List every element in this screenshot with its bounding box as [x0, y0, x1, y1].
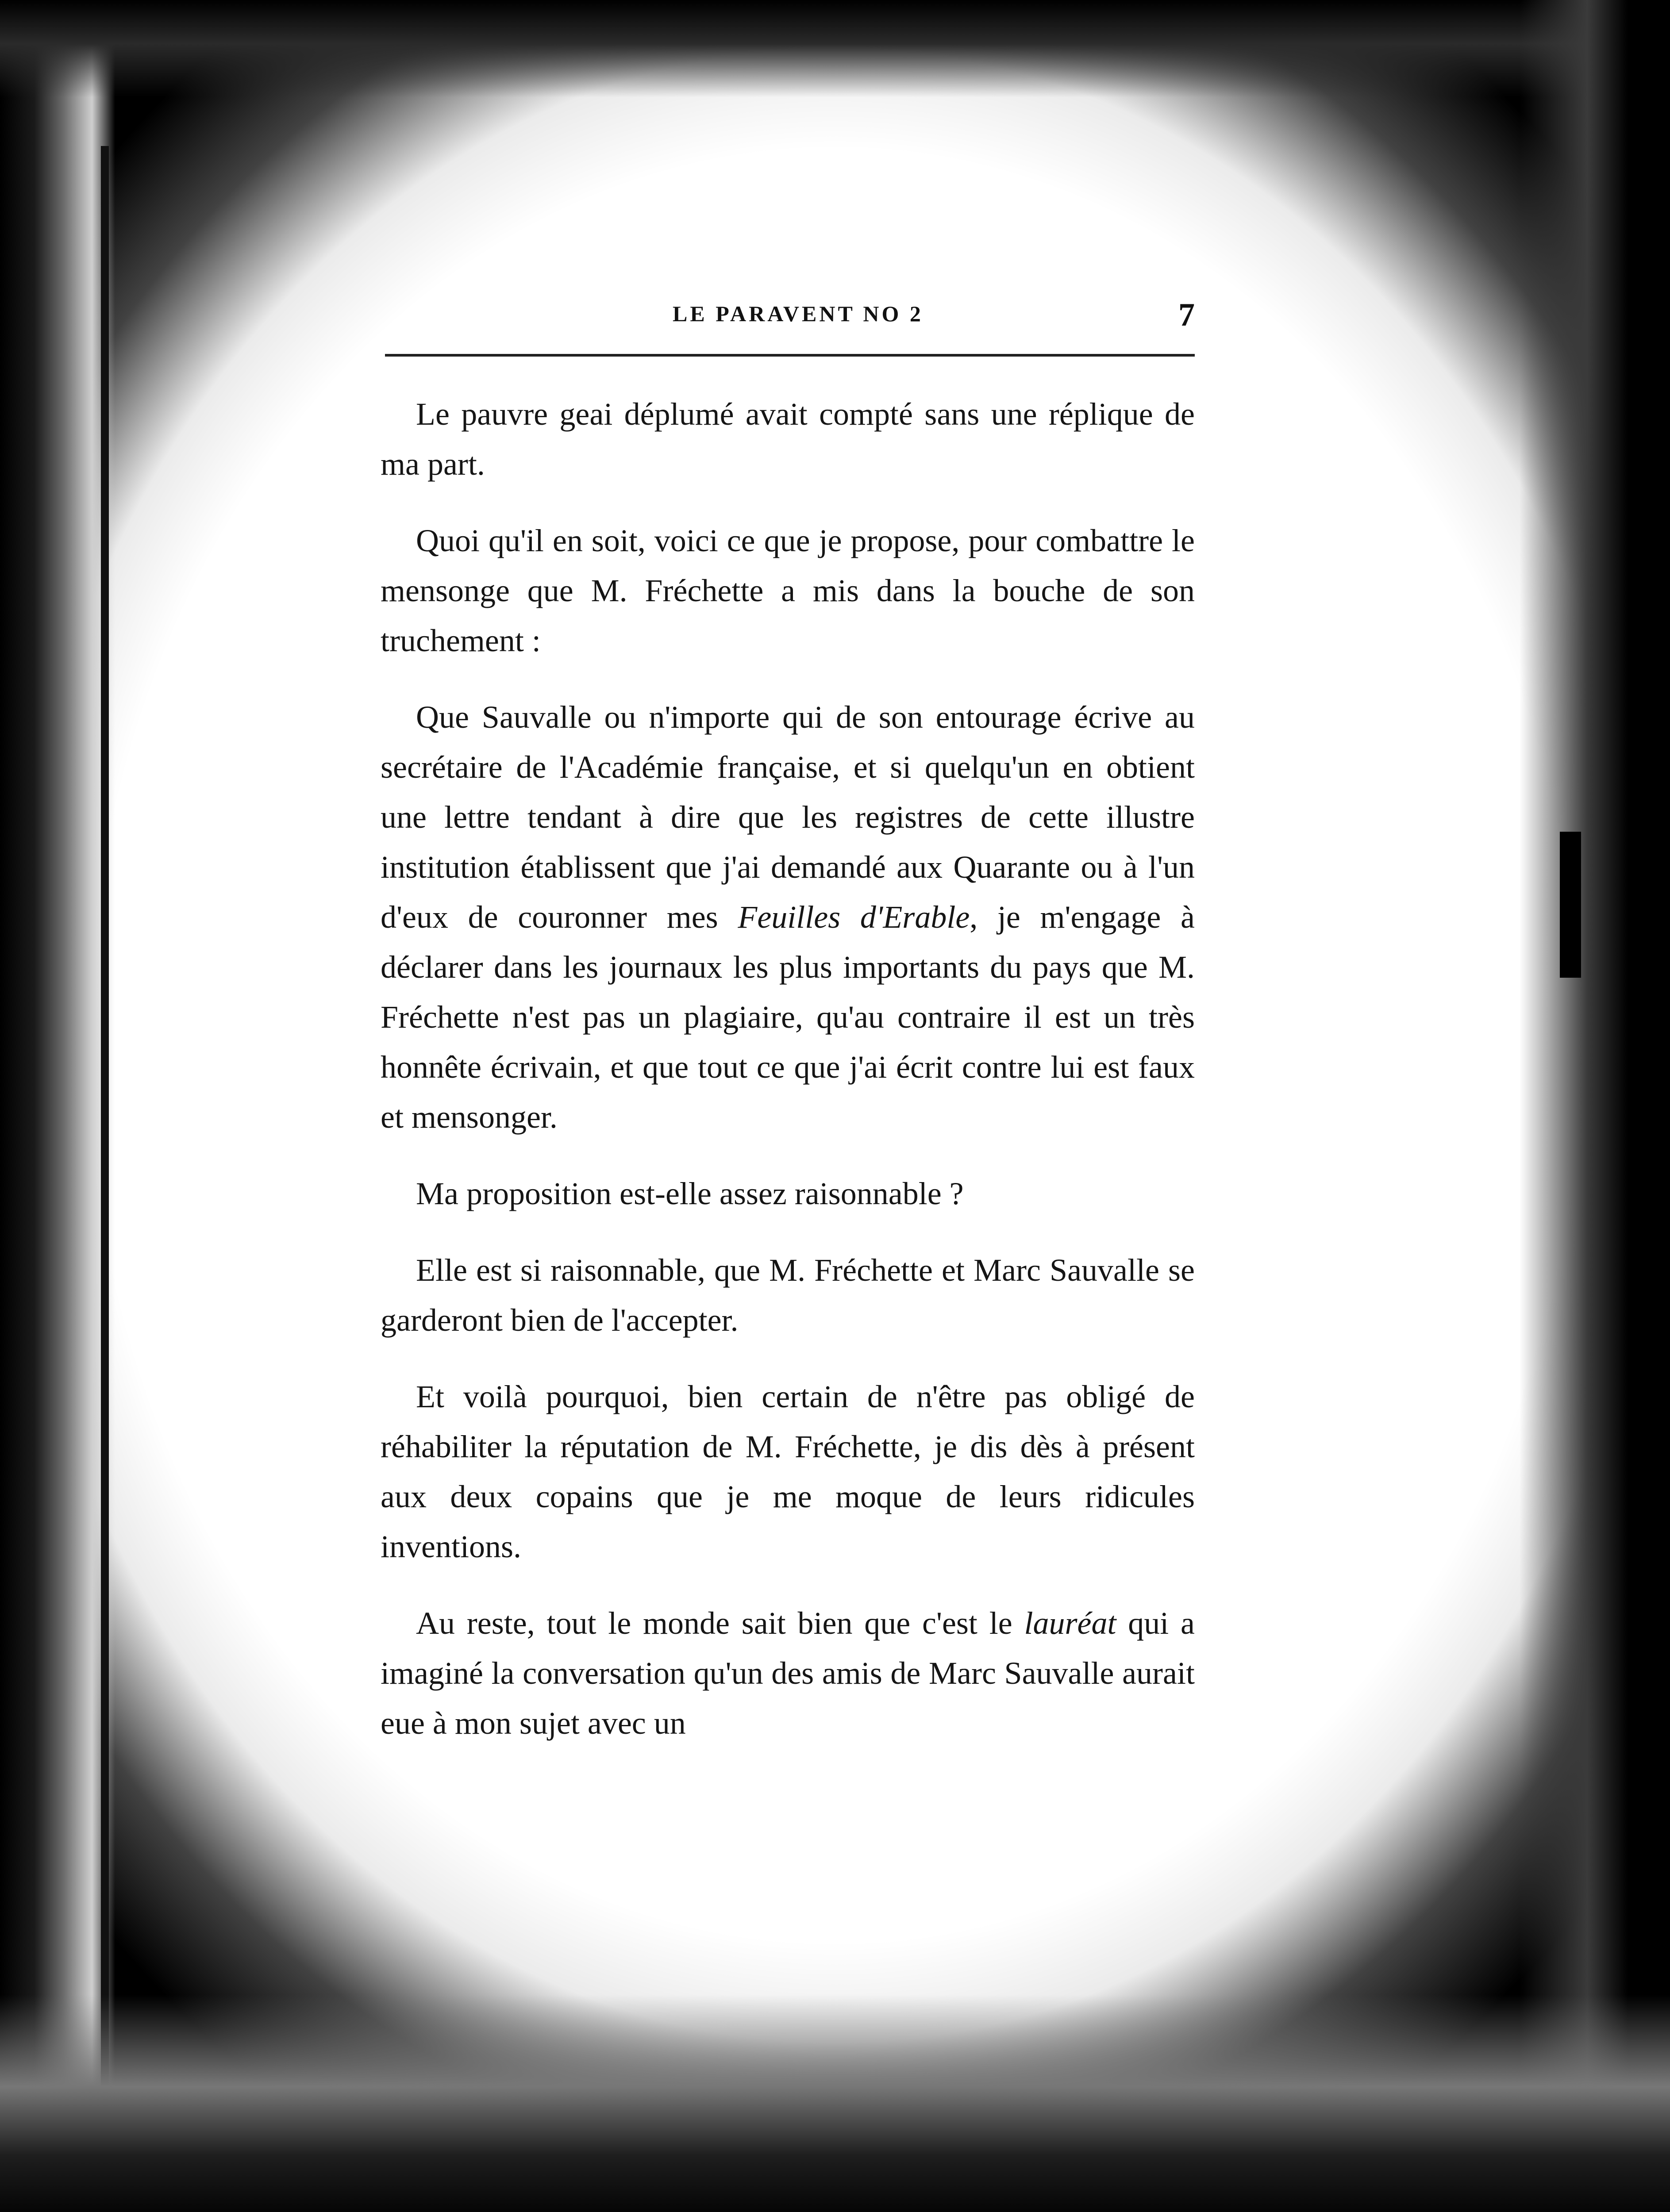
paragraph [381, 1169, 1195, 1219]
header-rule [385, 354, 1195, 357]
paragraph-text: Elle est si raisonnable, que M. Fréchette et Marc Sauvalle se garderont bien de l'accepter. [381, 1252, 1195, 1338]
paragraph [381, 1245, 1195, 1345]
bottom-edge-shadow [0, 1995, 1670, 2212]
top-edge-shadow [0, 0, 1670, 97]
body-text [381, 389, 1195, 1775]
paragraph-text: Que Sauvalle ou n'importe qui de son entourage écrive au secrétaire de l'Académie française, et si quelqu'un en obtient une lettre tendant à dire que les registres de cette illustre institution établissent que j'ai demandé aux Quarante ou à l'un d'eux de couronner mes [381, 699, 1195, 935]
paragraph-text: Et voilà pourquoi, bien certain de n'être pas obligé de réhabiliter la réputation de M. Fréchette, je dis dès à présent aux deux copains que je me moque de leurs ridicules inventions. [381, 1379, 1195, 1564]
page-number: 7 [1178, 297, 1195, 333]
book-title-italic: Feuilles d'Erable [738, 899, 970, 935]
paragraph [381, 692, 1195, 1142]
right-edge-shadow [1520, 0, 1670, 2212]
paragraph [381, 389, 1195, 489]
edge-tab-mark [1560, 832, 1581, 978]
paragraph-text: Quoi qu'il en soit, voici ce que je propose, pour combattre le mensonge que M. Fréchette a mis dans la bouche de son truchement : [381, 523, 1195, 658]
book-gutter-shadow [0, 0, 115, 2212]
paragraph-text: Ma proposition est-elle assez raisonnable ? [416, 1176, 964, 1211]
paragraph-text: qui a imaginé la conversation qu'un des amis de Marc Sauvalle aurait eue à mon sujet avec un [381, 1605, 1195, 1741]
italic-word: lauréat [1024, 1605, 1116, 1641]
paragraph [381, 516, 1195, 666]
paragraph-text: , je m'engage à déclarer dans les journaux les plus importants du pays que M. Fréchette n'est pas un plagiaire, qu'au contraire il est un très honnête écrivain, et que tout ce que j'ai écrit contre lui est faux et mensonger. [381, 899, 1195, 1135]
paragraph [381, 1598, 1195, 1748]
page-fold-line [101, 146, 109, 2137]
paragraph-text: Le pauvre geai déplumé avait compté sans une réplique de ma part. [381, 396, 1195, 482]
page-header [385, 297, 1195, 333]
paragraph-text: Au reste, tout le monde sait bien que c'est le [416, 1605, 1024, 1641]
paragraph [381, 1372, 1195, 1572]
running-title: LE PARAVENT NO 2 [673, 301, 924, 326]
